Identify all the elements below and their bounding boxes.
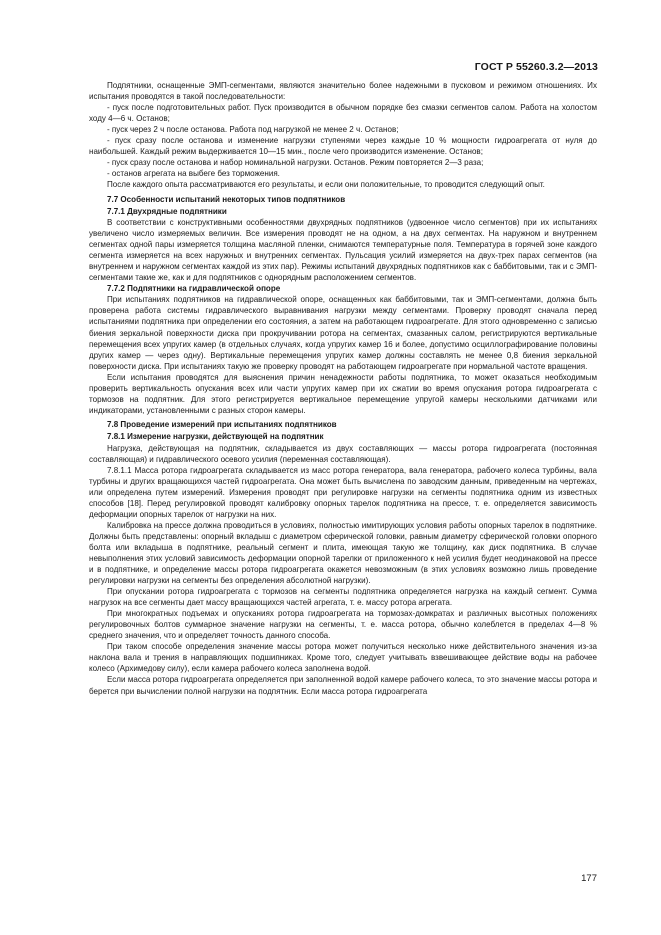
list-item: - пуск через 2 ч после останова. Работа под нагрузкой не менее 2 ч. Останов; [107, 125, 399, 135]
paragraph: Если масса ротора гидроагрегата определяется при заполненной водой камере рабочего колеса, то это значение массы ротора и берется при вычислении полной нагрузки на подпятник. Если масса ротора гидроагрегата [89, 675, 597, 696]
paragraph: Если испытания проводятся для выяснения причин ненадежности работы подпятника, то может оказаться необходимым проверить вертикальность опускания всех или части упругих камер при их сжатии во время опускания ротора гидроагрегата с тормозов на подпятник. Для этого регистрируется вертикальное перемещение упругой камеры несколькими датчиками или индикаторами, установленными с разных сторон камеры. [89, 372, 597, 415]
paragraph: При опускании ротора гидроагрегата с тормозов на сегменты подпятника определяется нагрузка на каждый сегмент. Сумма нагрузок на все сегменты дает массу вращающихся частей агрегата, т. е. массу ротора агрегата. [89, 587, 597, 608]
subsection-heading: 7.8.1 Измерение нагрузки, действующей на подпятник [107, 432, 324, 442]
subsection-heading: 7.7.2 Подпятники на гидравлической опоре [107, 284, 281, 294]
paragraph: Нагрузка, действующая на подпятник, складывается из двух составляющих — массы ротора гидроагрегата (постоянная составляющая) и гидравлического осевого усилия (переменная составляющая). [89, 443, 597, 464]
document-header: ГОСТ Р 55260.3.2—2013 [474, 61, 598, 73]
paragraph: В соответствии с конструктивными особенностями двухрядных подпятников (удвоенное число сегментов) при их испытаниях увеличено число измеряемых величин. Все измерения проводят не на одном, а на двух сегментах. На наружном и внутреннем сегментах одной пары измеряется толщина масляной пленки, снимаются температурные поля. Температура в горячей зоне каждого сегмента измеряется на всех наружных и внутренних сегментах. Пульсация усилий измеряется на двух-трех парах сегментов (на внутреннем и наружном сегментах каждой из этих пар). Режимы испытаний двухрядных подпятников как с баббитовыми, так и с ЭМП-сегментами такие же, как и для подпятников с однорядным расположением сегментов. [89, 218, 597, 283]
paragraph: При таком способе определения значение массы ротора может получиться несколько ниже действительного значения из-за наклона вала и трения в направляющих подшипниках. Кроме того, следует учитывать взвешивающее действие воды на рабочее колесо (Архимедову силу), если камера рабочего колеса заполнена водой. [89, 642, 597, 674]
paragraph: Калибровка на прессе должна проводиться в условиях, полностью имитирующих условия работы опорных тарелок в подпятнике. Должны быть представлены: опорный вкладыш с диаметром сферической головки, равным диаметру сферической головки опорного болта или вкладыша в подпятнике, реальный сегмент и плита, имеющая такую же толщину, как диск подпятника. В случае невыполнения этих условий зависимость деформации опорной тарелки от приложенного к ней усилия будет неодинаковой на прессе и в подпятнике, и определение массы ротора гидроагрегата окажется невозможным (в этих условиях возможно лишь проведение регулировки нагрузки на сегменты без определения абсолютной нагрузки). [89, 520, 597, 586]
paragraph: 7.8.1.1 Масса ротора гидроагрегата складывается из масс ротора генератора, вала генератора, рабочего колеса турбины, вала турбины и других вращающихся частей гидроагрегата. Она может быть вычислена по заводским данным, приведенным на чертежах, или определена путем измерений. Измерения проводят при регулировке нагрузки на сегменты подпятника одним из известных способов [18]. Перед регулировкой проводят калибровку опорных тарелок подпятника на прессе, т. е. определяется зависимость деформации опорных тарелок от нагрузки на них. [89, 465, 597, 519]
section-heading: 7.7 Особенности испытаний некоторых типов подпятников [107, 194, 346, 204]
list-item: - пуск сразу после останова и изменение нагрузки ступенями через каждые 10 % мощности гидроагрегата от нуля до наибольшей. Каждый режим выдерживается 10—15 мин., после чего производится изменение. Останов; [89, 136, 597, 157]
list-item: - пуск сразу после останова и набор номинальной нагрузки. Останов. Режим повторяется 2—3 раза; [107, 158, 484, 168]
paragraph: При испытаниях подпятников на гидравлической опоре, оснащенных как баббитовыми, так и ЭМП-сегментами, должна быть проверена работа системы гидравлического выравнивания нагрузки между сегментами. Проверку проводят сначала перед испытаниями подпятника при определении его состояния, а затем на работающем гидроагрегате. Для этого одновременно с записью биения зеркальной поверхности диска при прокручивании ротора на сегментах, смазанных салом, регистрируются вертикальные перемещения всех упругих камер (в отдельных случаях, когда упругих камер 16 и более, допустимо осциллографирование половины других камер — через одну). Вертикальные перемещения упругих камер должны составлять не менее 0,8 биения зеркальной поверхности диска. При испытаниях такую же проверку проводят на работающем гидроагрегате при нормальной частоте вращения. [89, 295, 597, 371]
paragraph: Подпятники, оснащенные ЭМП-сегментами, являются значительно более надежными в пусковом и режимом отношениях. Их испытания проводятся в такой последовательности: [89, 81, 597, 102]
subsection-heading: 7.7.1 Двухрядные подпятники [107, 207, 227, 217]
document-body [89, 80, 597, 697]
paragraph: После каждого опыта рассматриваются его результаты, и если они положительные, то проводится следующий опыт. [107, 180, 545, 190]
page-number: 177 [581, 873, 597, 884]
list-item: - останов агрегата на выбеге без торможения. [107, 169, 280, 179]
paragraph: При многократных подъемах и опусканиях ротора гидроагрегата на тормозах-домкратах и различных высотных положениях регулировочных болтов суммарное значение нагрузки на сегменты, т. е. масса ротора, обычно колеблется в пределах 4—8 % среднего значения, что и определяет точность данного способа. [89, 609, 597, 641]
list-item: - пуск после подготовительных работ. Пуск производится в обычном порядке без смазки сегментов салом. Работа на холостом ходу 4—6 ч. Останов; [89, 103, 597, 124]
section-heading: 7.8 Проведение измерений при испытаниях подпятников [107, 420, 337, 430]
